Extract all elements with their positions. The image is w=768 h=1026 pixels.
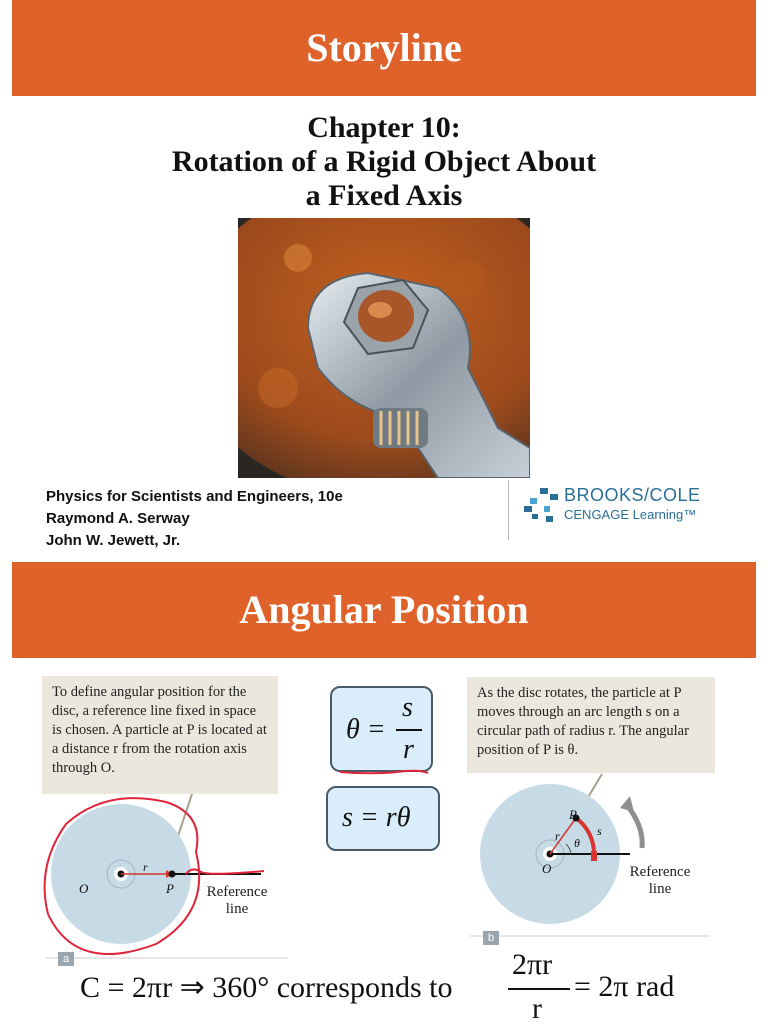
formula-den: r bbox=[532, 992, 542, 1025]
formula-fraction-bar bbox=[508, 988, 570, 990]
chapter-title bbox=[0, 111, 768, 213]
fig-b-label-r: r bbox=[555, 829, 560, 843]
fig-a-label-r: r bbox=[143, 860, 148, 874]
fig-a-label-o: O bbox=[79, 881, 89, 896]
fig-b-ref-line1: Reference bbox=[629, 864, 691, 880]
fig-a-ref-line1: Reference bbox=[206, 884, 268, 900]
fig-a-label-p: P bbox=[166, 881, 174, 896]
angular-position-title: Angular Position bbox=[239, 587, 529, 632]
credits-divider bbox=[508, 480, 509, 540]
chapter-line-1: Chapter 10: bbox=[307, 111, 461, 144]
formula-part2: = 2π rad bbox=[574, 970, 675, 1003]
angle-equation-box bbox=[330, 686, 433, 772]
fig-b-badge: b bbox=[483, 931, 499, 945]
fig-a-ref-line2: line bbox=[225, 901, 249, 917]
fig-b-label-s: s bbox=[597, 824, 602, 838]
cengage-logo-icon bbox=[522, 484, 562, 528]
formula-num: 2πr bbox=[512, 948, 553, 981]
fig-b-label-p: P bbox=[569, 807, 577, 822]
circumference-formula bbox=[80, 948, 720, 1024]
book-title: Physics for Scientists and Engineers, 10e bbox=[46, 488, 343, 505]
angular-position-banner bbox=[12, 562, 756, 658]
eq1-num: s bbox=[402, 692, 413, 723]
fig-a-reference-label bbox=[196, 884, 278, 918]
brand-subname-text: CENGAGE Learning bbox=[564, 507, 684, 522]
eq1-lhs: θ = bbox=[346, 714, 386, 745]
author-1: Raymond A. Serway bbox=[46, 510, 190, 527]
storyline-title: Storyline bbox=[306, 25, 462, 70]
eq1-red-underline bbox=[336, 766, 436, 778]
fig-b-label-theta: θ bbox=[574, 836, 580, 850]
figure-a bbox=[36, 794, 288, 964]
fig-a-badge: a bbox=[58, 952, 74, 966]
fig-b-ref-line2: line bbox=[648, 881, 672, 897]
book-credits bbox=[46, 486, 343, 552]
eq1-den: r bbox=[403, 734, 414, 765]
wrench-photo bbox=[238, 218, 530, 478]
fig-b-reference-label bbox=[618, 864, 702, 898]
note-fig-b: As the disc rotates, the particle at P moves through an arc length s on a circular path of radius r. The angular position of P is θ. bbox=[467, 677, 715, 773]
formula-part1: C = 2πr ⇒ 360° corresponds to bbox=[80, 971, 453, 1004]
chapter-line-3: a Fixed Axis bbox=[305, 179, 463, 212]
chapter-line-2: Rotation of a Rigid Object About bbox=[171, 145, 597, 178]
eq1-fraction-bar bbox=[396, 729, 422, 731]
author-2: John W. Jewett, Jr. bbox=[46, 532, 181, 549]
brand-subname bbox=[564, 507, 696, 522]
figure-b bbox=[470, 774, 710, 950]
trademark: ™ bbox=[683, 507, 697, 522]
note-fig-a: To define angular position for the disc, a reference line fixed in space is chosen. A particle at P is located at a distance r from the rotation axis through O. bbox=[42, 676, 278, 794]
eq2-text: s = rθ bbox=[342, 802, 411, 833]
brand-name: BROOKS/COLE bbox=[564, 485, 701, 505]
arc-length-equation-box bbox=[326, 786, 440, 851]
fig-b-label-o: O bbox=[542, 861, 552, 876]
storyline-banner bbox=[12, 0, 756, 96]
